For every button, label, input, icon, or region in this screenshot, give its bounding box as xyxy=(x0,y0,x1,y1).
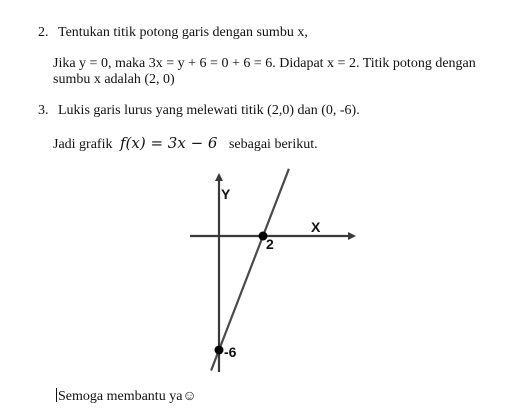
step-2-number: 2. xyxy=(38,25,49,40)
closing-row xyxy=(56,388,197,405)
x-intercept-label: 2 xyxy=(266,236,274,252)
text-cursor xyxy=(56,388,57,402)
x-axis-label: X xyxy=(311,219,321,235)
step-3-number: 3. xyxy=(38,103,49,118)
graph-outro-text: sebagai berikut. xyxy=(228,137,318,152)
function-formula: f(x) = 3x − 6 xyxy=(119,134,218,152)
y-intercept-point xyxy=(215,346,224,355)
step-2-explanation-line-2: sumbu x adalah (2, 0) xyxy=(53,72,175,87)
y-intercept-label: -6 xyxy=(224,344,237,360)
step-3-heading: Lukis garis lurus yang melewati titik (2,0) dan (0, -6). xyxy=(58,103,360,118)
step-2-explanation-line-1: Jika y = 0, maka 3x = y + 6 = 0 + 6 = 6. Didapat x = 2. Titik potong dengan xyxy=(53,56,476,71)
closing-text: Semoga membantu ya xyxy=(58,389,183,404)
step-2-heading: Tentukan titik potong garis dengan sumbu x, xyxy=(58,25,308,40)
y-axis-label: Y xyxy=(221,186,231,202)
graph-intro-text: Jadi grafik xyxy=(53,137,113,152)
smiley-emoji: ☺ xyxy=(182,389,197,404)
